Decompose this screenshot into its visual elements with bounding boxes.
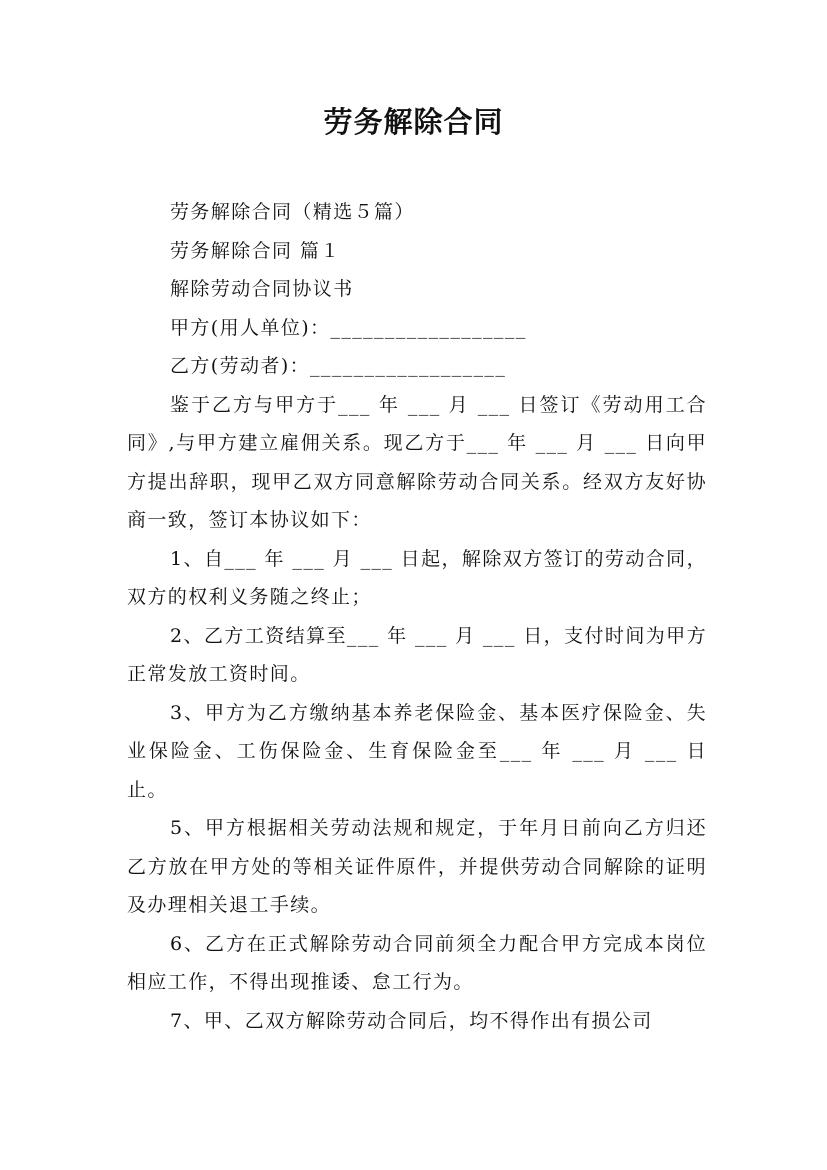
paragraph-clause-3: 3、甲方为乙方缴纳基本养老保险金、基本医疗保险金、失业保险金、工伤保险金、生育保险金至___ 年 ___ 月 ___ 日止。	[127, 701, 707, 801]
paragraph-preamble: 鉴于乙方与甲方于___ 年 ___ 月 ___ 日签订《劳动用工合同》,与甲方建立雇佣关系。现乙方于___ 年 ___ 月 ___ 日向甲方提出辞职，现甲乙双方同意解除劳动合同关系。经双方友好协商一致，签订本协议如下：	[127, 393, 707, 531]
paragraph-subtitle: 劳务解除合同（精选５篇）	[170, 201, 415, 223]
paragraph-clause-1: 1、自___ 年 ___ 月 ___ 日起，解除双方签订的劳动合同，双方的权利义务随之终止；	[127, 547, 707, 608]
document-body	[127, 193, 707, 1040]
paragraph-party-b: 乙方(劳动者)：__________________	[170, 355, 507, 377]
paragraph-clause-5: 5、甲方根据相关劳动法规和规定，于年月日前向乙方归还乙方放在甲方处的等相关证件原件，并提供劳动合同解除的证明及办理相关退工手续。	[127, 817, 707, 916]
document-title: 劳务解除合同	[323, 105, 504, 139]
paragraph-clause-2: 2、乙方工资结算至___ 年 ___ 月 ___ 日，支付时间为甲方正常发放工资时间。	[127, 624, 707, 685]
paragraph-party-a: 甲方(用人单位)：__________________	[170, 316, 527, 339]
paragraph-clause-6: 6、乙方在正式解除劳动合同前须全力配合甲方完成本岗位相应工作，不得出现推诿、怠工行为。	[127, 932, 707, 993]
paragraph-clause-7: 7、甲、乙双方解除劳动合同后，均不得作出有损公司	[170, 1009, 653, 1032]
paragraph-agreement-title: 解除劳动合同协议书	[170, 278, 354, 300]
paragraph-section-heading: 劳务解除合同 篇１	[170, 239, 341, 262]
